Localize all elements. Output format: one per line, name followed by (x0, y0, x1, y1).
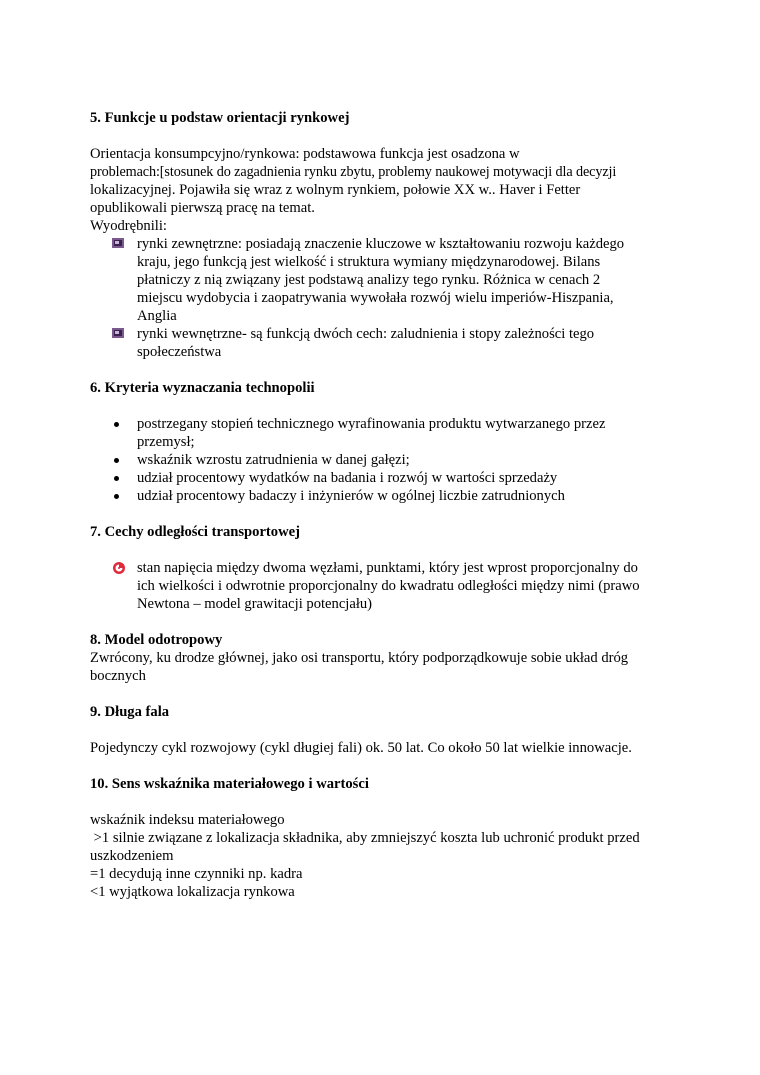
paragraph-line: bocznych (90, 668, 146, 684)
list-item-line: ich wielkości i odwrotnie proporcjonalny do kwadratu odległości między nimi (prawo (137, 578, 640, 594)
square-bullet-list (90, 235, 680, 361)
paragraph-line: lokalizacyjnej. Pojawiła się wraz z wolnym rynkiem, połowie XX w.. Haver i Fetter (90, 182, 581, 198)
list-item (90, 451, 680, 469)
list-item-line: udział procentowy badaczy i inżynierów w ogólnej liczbie zatrudnionych (137, 488, 565, 504)
section-6-heading: 6. Kryteria wyznaczania technopolii (90, 380, 315, 396)
dot-bullet-list (90, 415, 680, 505)
list-item (90, 325, 680, 361)
section-7-heading: 7. Cechy odległości transportowej (90, 524, 300, 540)
list-item-line: rynki zewnętrzne: posiadają znaczenie kluczowe w kształtowaniu rozwoju każdego (137, 236, 625, 252)
list-item (90, 559, 680, 613)
section-9-heading: 9. Długa fala (90, 704, 170, 720)
list-item-line: wskaźnik wzrostu zatrudnienia w danej gałęzi; (137, 452, 410, 468)
list-item-line: udział procentowy wydatków na badania i rozwój w wartości sprzedaży (137, 470, 558, 486)
list-item-line: postrzegany stopień technicznego wyrafinowania produktu wytwarzanego przez (137, 416, 606, 432)
list-item (90, 487, 680, 505)
list-item-line: miejscu wydobycia i zaopatrywania wywołała rozwój wielu imperiów-Hiszpania, (137, 290, 614, 306)
paragraph-line: <1 wyjątkowa lokalizacja rynkowa (90, 884, 295, 900)
paragraph-line: Wyodrębnili: (90, 218, 167, 234)
paragraph-line: Orientacja konsumpcyjno/rynkowa: podstawowa funkcja jest osadzona w (90, 146, 520, 162)
section-6 (90, 379, 680, 505)
document-content (90, 109, 680, 901)
paragraph-line: >1 silnie związane z lokalizacja składnika, aby zmniejszyć koszta lub uchronić produkt przed (90, 830, 640, 846)
list-item-line: płatniczy z nią związany jest podstawą analizy tego rynku. Różnica w cenach 2 (137, 272, 601, 288)
list-item (90, 469, 680, 487)
paragraph-line: =1 decydują inne czynniki np. kadra (90, 866, 303, 882)
list-item-line: Anglia (137, 308, 177, 324)
bullet-dot-icon (114, 476, 119, 481)
list-item-line: społeczeństwa (137, 344, 222, 360)
section-5-heading: 5. Funkcje u podstaw orientacji rynkowej (90, 110, 350, 126)
list-item-line: stan napięcia między dwoma węzłami, punktami, który jest wprost proporcjonalny do (137, 560, 638, 576)
bullet-dot-icon (114, 494, 119, 499)
paragraph-line: wskaźnik indeksu materiałowego (90, 812, 285, 828)
section-5 (90, 109, 680, 361)
list-item-line: przemysł; (137, 434, 195, 450)
section-9 (90, 703, 680, 757)
list-item-line: kraju, jego funkcją jest wielkość i struktura wymiany międzynarodowej. Bilans (137, 254, 601, 270)
swirl-bullet-list (90, 559, 680, 613)
swirl-bullet-icon (112, 561, 126, 575)
bullet-dot-icon (114, 458, 119, 463)
list-item (90, 235, 680, 325)
section-8 (90, 631, 680, 685)
list-item-line: Newtona – model grawitacji potencjału) (137, 596, 373, 612)
paragraph-line: Pojedynczy cykl rozwojowy (cykl długiej fali) ok. 50 lat. Co około 50 lat wielkie innowacje. (90, 740, 632, 756)
square-bullet-icon (112, 328, 124, 338)
square-bullet-icon (112, 238, 124, 248)
section-8-heading: 8. Model odotropowy (90, 632, 223, 648)
section-7 (90, 523, 680, 613)
paragraph-line: Zwrócony, ku drodze głównej, jako osi transportu, który podporządkowuje sobie układ dróg (90, 650, 629, 666)
paragraph-line: problemach:[stosunek do zagadnienia rynku zbytu, problemy naukowej motywacji dla decyzji (90, 164, 617, 180)
section-10 (90, 775, 680, 901)
section-10-heading: 10. Sens wskaźnika materiałowego i wartości (90, 776, 369, 792)
list-item-line: rynki wewnętrzne- są funkcją dwóch cech: zaludnienia i stopy zależności tego (137, 326, 595, 342)
bullet-dot-icon (114, 422, 119, 427)
paragraph-line: opublikowali pierwszą pracę na temat. (90, 200, 315, 216)
list-item (90, 415, 680, 451)
paragraph-line: uszkodzeniem (90, 848, 174, 864)
